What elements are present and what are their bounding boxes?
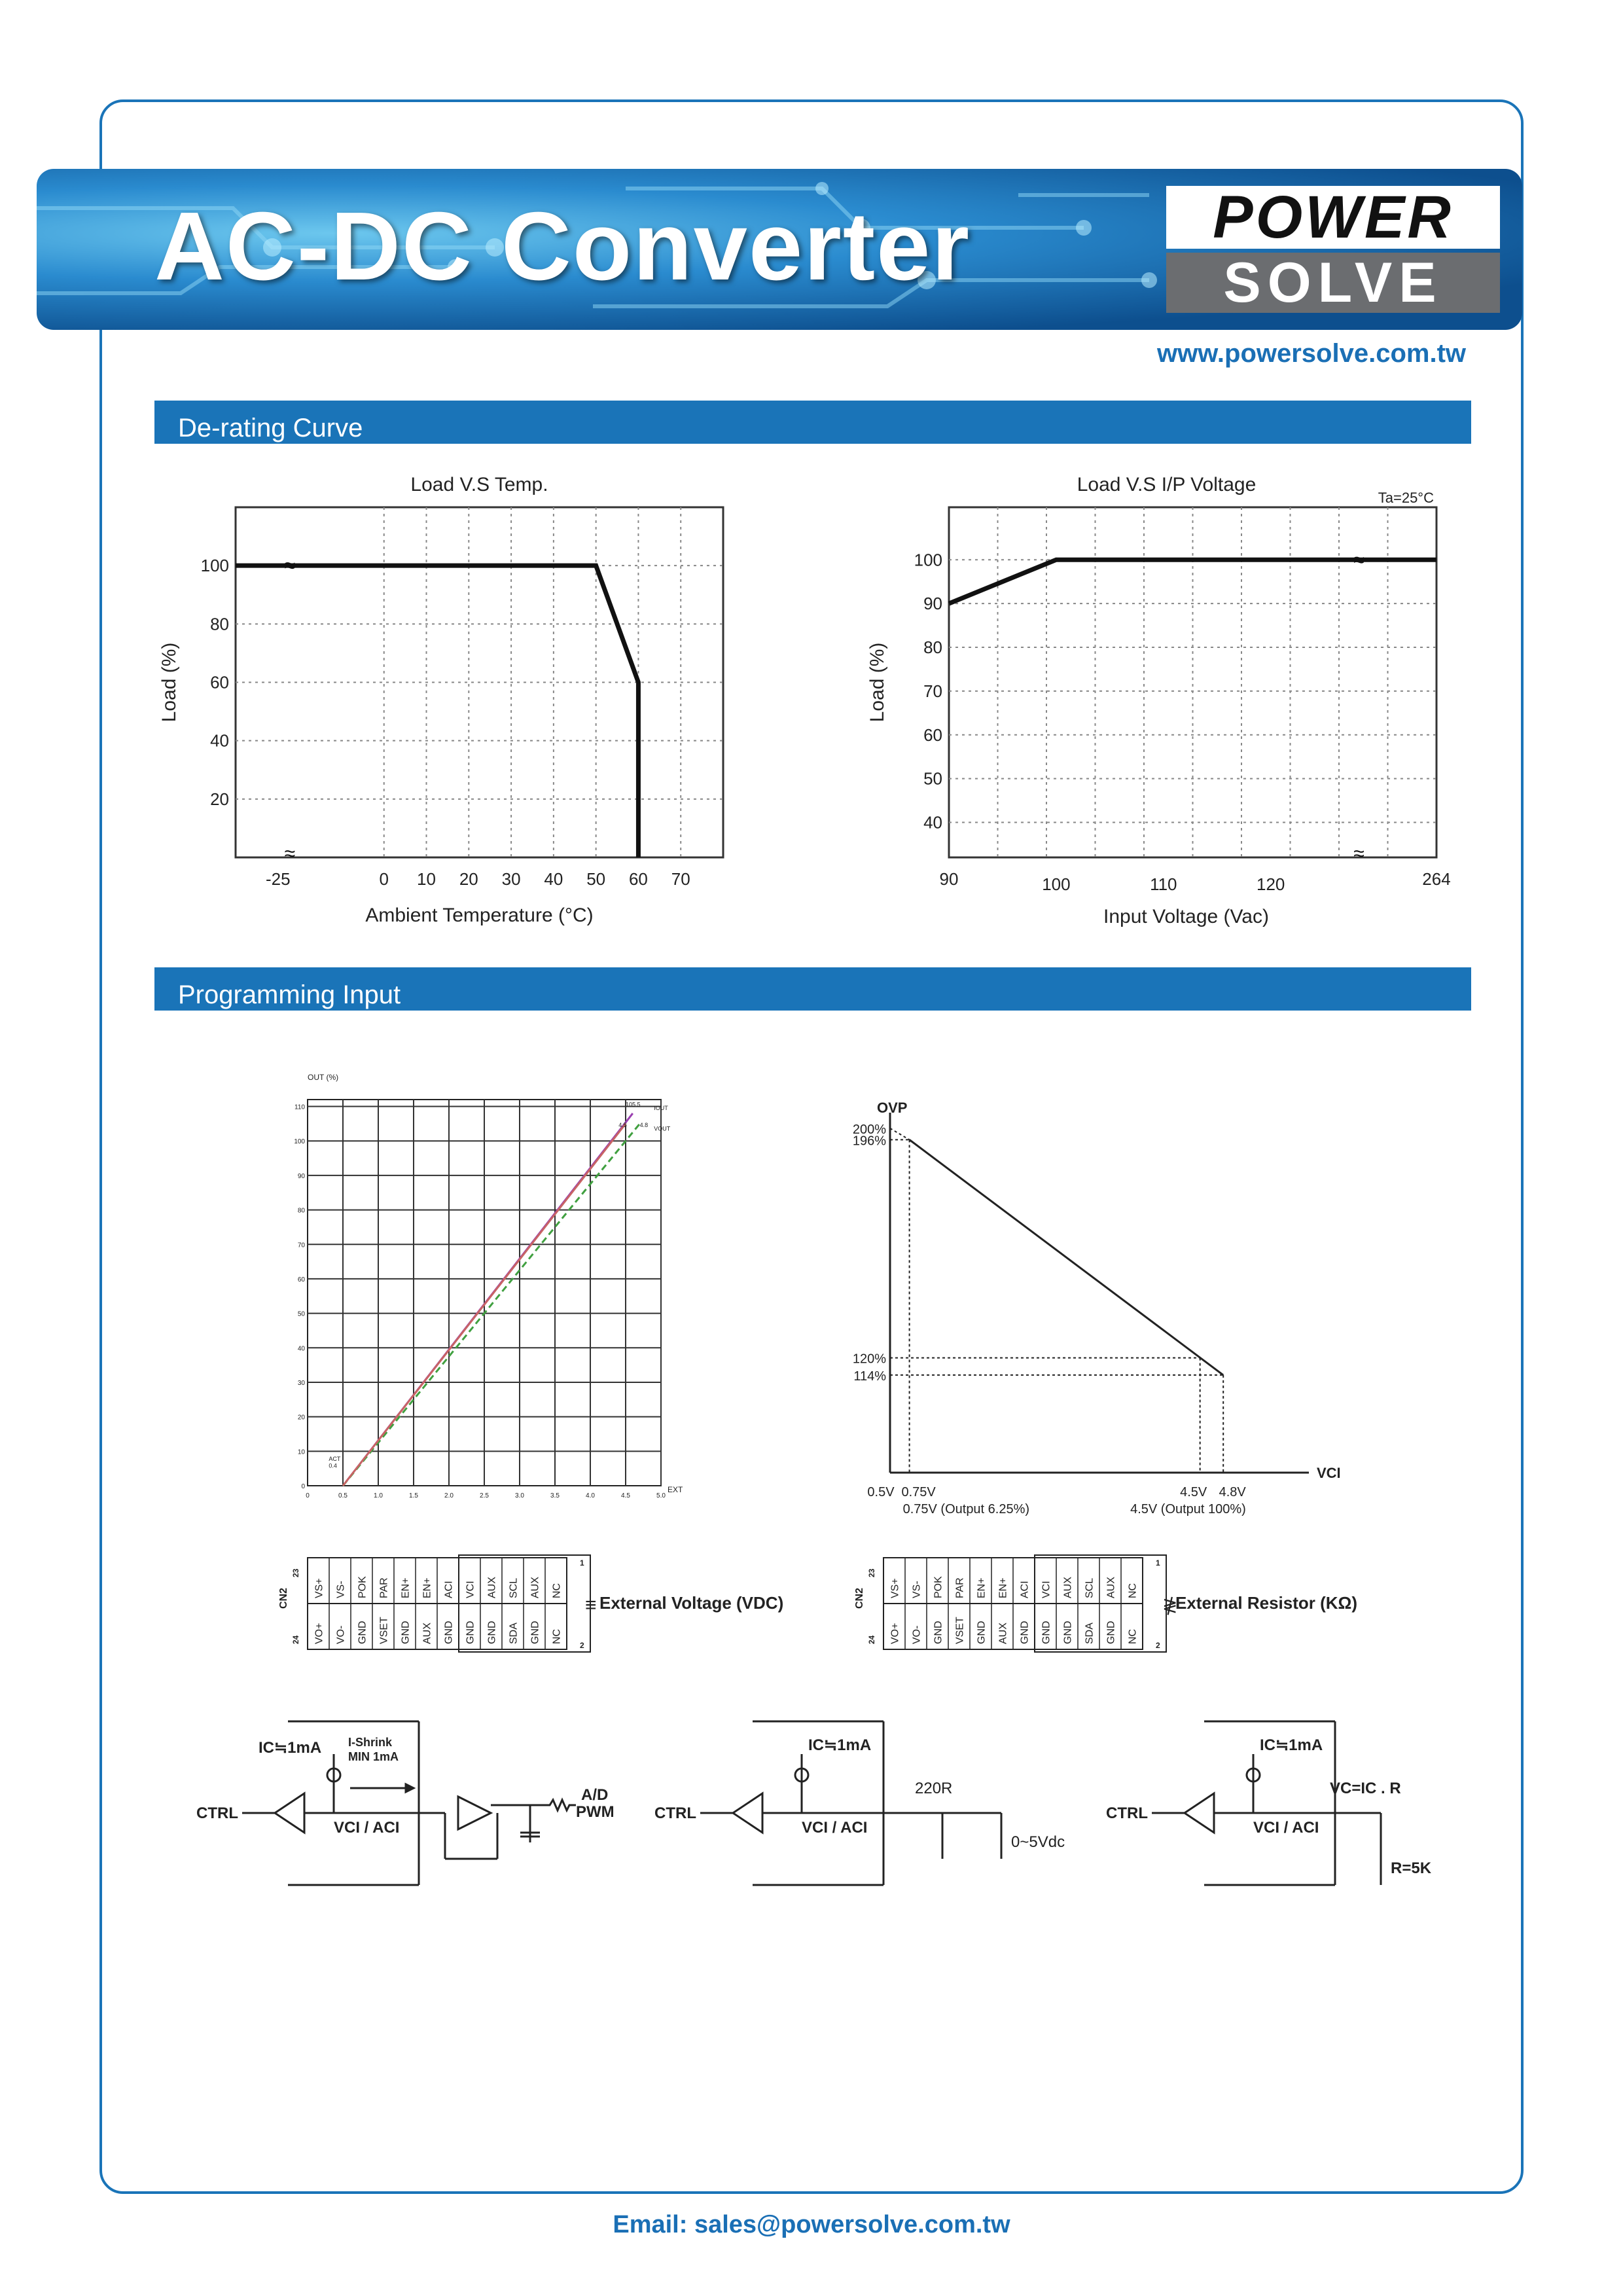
axis-break-symbol: ≈: [1353, 843, 1364, 865]
node-label: VCI / ACI: [1253, 1819, 1319, 1837]
pin-label-bottom: SDA: [508, 1623, 520, 1644]
pin-number: 1: [580, 1558, 584, 1568]
pin-label-bottom: GND: [976, 1621, 988, 1644]
y-tick-label: 40: [923, 812, 942, 833]
y-tick-label: 60: [210, 672, 229, 692]
pin-label-bottom: GND: [933, 1621, 944, 1644]
pin-label-top: PAR: [954, 1577, 966, 1598]
y-tick-label: 100: [914, 550, 942, 570]
x-axis-label: Ambient Temperature (°C): [365, 905, 594, 926]
pin-label-top: EN+: [400, 1577, 412, 1598]
resistor-symbol: ≹: [1162, 1595, 1178, 1615]
pin-label-bottom: GND: [1062, 1621, 1074, 1644]
axis-break-symbol: ≈: [284, 843, 296, 865]
ctrl-label: CTRL: [196, 1804, 238, 1822]
pin-label-top: NC: [1127, 1583, 1139, 1598]
pin-label-top: SCL: [1084, 1577, 1096, 1598]
pin-label-top: AUX: [486, 1577, 498, 1598]
powersolve-logo: [1166, 186, 1500, 313]
x-tick-label: 2.5: [480, 1492, 489, 1499]
x-tick-label: 10: [417, 869, 436, 889]
y-tick-label: 50: [297, 1310, 305, 1318]
ctrl-label: CTRL: [654, 1804, 696, 1822]
y-tick-label: 40: [297, 1345, 305, 1353]
pin-number: 24: [291, 1635, 300, 1644]
formula-label: VC=IC . R: [1330, 1780, 1401, 1797]
ovp-line: [910, 1139, 1224, 1375]
y-tick-label: 20: [210, 789, 229, 809]
x-tick-label: 120: [1257, 874, 1285, 894]
node-label: VCI / ACI: [802, 1819, 868, 1837]
pin-label-bottom: GND: [357, 1621, 368, 1644]
y-tick-label: 20: [297, 1414, 305, 1422]
pin-label-top: VCI: [465, 1581, 476, 1598]
resistor-label: 220R: [915, 1780, 953, 1797]
x-tick-label: 50: [586, 869, 606, 889]
pin-number: 2: [580, 1641, 584, 1650]
x-tick-label: 60: [628, 869, 648, 889]
y-tick-label: 100: [200, 556, 229, 576]
pin-label-top: NC: [551, 1583, 563, 1598]
pin-label-top: AUX: [1105, 1577, 1117, 1598]
annotation: IOUT: [654, 1104, 668, 1111]
pin-number: 1: [1156, 1558, 1160, 1568]
x-tick-label: 0: [379, 869, 389, 889]
y-tick-label: 100: [294, 1138, 305, 1146]
y-tick-label: 0: [301, 1483, 305, 1490]
pin-label-top: EN+: [997, 1577, 1009, 1598]
website-link[interactable]: www.powersolve.com.tw: [1157, 339, 1466, 368]
pin-label-bottom: GND: [1019, 1621, 1031, 1644]
chart-title: Load V.S I/P Voltage: [1077, 474, 1257, 495]
x-tick-label: 30: [501, 869, 521, 889]
x-tick-label: 4.8V: [1219, 1485, 1246, 1499]
ctrl-label: CTRL: [1106, 1804, 1148, 1822]
x-tick-label: 0.75V: [901, 1485, 936, 1499]
vci-label: VCI: [1317, 1465, 1341, 1481]
pin-label-bottom: VO+: [889, 1623, 901, 1644]
pin-number: 23: [867, 1568, 876, 1577]
y-tick-label: 30: [297, 1379, 305, 1387]
circuit-resistor: [1099, 1702, 1571, 1911]
ovp-title: OVP: [877, 1100, 908, 1116]
pin-number: 24: [867, 1635, 876, 1644]
programming-output-chart: [281, 1060, 726, 1505]
min-label: MIN 1mA: [348, 1750, 399, 1763]
footer-email[interactable]: Email: sales@powersolve.com.tw: [613, 2211, 1010, 2238]
pin-label-top: AUX: [1062, 1577, 1074, 1598]
pin-label-bottom: GND: [465, 1621, 476, 1644]
circuit-ad-pwm: [183, 1702, 654, 1911]
ic-label: IC≒1mA: [808, 1736, 872, 1754]
pin-label-bottom: GND: [486, 1621, 498, 1644]
annotation: ACT: [329, 1455, 341, 1462]
temperature-annotation: Ta=25°C: [1378, 490, 1434, 506]
source-symbol: ≡: [585, 1594, 597, 1616]
pin-label-bottom: NC: [1127, 1628, 1139, 1644]
x-tick-label: 0: [306, 1492, 310, 1499]
y-tick-label: 110: [294, 1103, 305, 1111]
shrink-label: I-Shrink: [348, 1736, 393, 1749]
x-tick-label: 0.5: [338, 1492, 348, 1499]
x-tick-label: -25: [265, 869, 291, 889]
x-note: 4.5V (Output 100%): [1130, 1502, 1246, 1516]
x-tick-label: 2.0: [444, 1492, 454, 1499]
x-tick-label: 264: [1422, 869, 1451, 889]
ic-label: IC≒1mA: [1260, 1736, 1323, 1754]
x-axis-label: Input Voltage (Vac): [1103, 906, 1269, 927]
pin-label-top: ACI: [443, 1581, 455, 1598]
connector-caption: External Voltage (VDC): [599, 1593, 784, 1613]
y-tick-label: 200%: [852, 1122, 886, 1137]
pin-label-bottom: AUX: [421, 1623, 433, 1644]
y-tick-label: 120%: [852, 1352, 886, 1367]
y-tick-label: 80: [923, 637, 942, 657]
connector-label: CN2: [854, 1587, 865, 1609]
x-tick-label: 5.0: [656, 1492, 666, 1499]
x-tick-label: 4.5V: [1180, 1485, 1207, 1499]
annotation: 4.5: [618, 1122, 627, 1129]
derating-curve-temp: [236, 565, 638, 857]
pin-label-top: SCL: [508, 1577, 520, 1598]
annotation: VOUT: [654, 1125, 671, 1132]
y-tick-label: 60: [923, 725, 942, 745]
y-axis-label: Load (%): [866, 642, 888, 723]
y-tick-label: 70: [297, 1242, 305, 1249]
logo-solve: SOLVE: [1166, 253, 1500, 313]
axis-break-symbol: ≈: [1353, 549, 1364, 571]
x-tick-label: 1.5: [409, 1492, 418, 1499]
load-vs-temp-chart: [157, 458, 746, 929]
y-tick-label: 196%: [852, 1134, 886, 1149]
y-tick-label: 40: [210, 730, 229, 751]
pin-label-top: POK: [357, 1576, 368, 1598]
connector-caption: External Resistor (KΩ): [1175, 1593, 1358, 1613]
pin-label-top: VS-: [335, 1581, 347, 1598]
y-tick-label: 80: [210, 614, 229, 634]
x-axis-title: EXT: [668, 1485, 683, 1494]
pin-label-top: POK: [933, 1576, 944, 1598]
y-tick-label: 10: [297, 1448, 305, 1456]
pwm-label: PWM: [576, 1803, 615, 1821]
pin-label-bottom: VSET: [378, 1617, 390, 1644]
annotation: 4.8: [639, 1122, 649, 1129]
pin-label-bottom: GND: [1105, 1621, 1117, 1644]
section-derating: De-rating Curve: [154, 401, 1471, 444]
y-tick-label: 60: [297, 1276, 305, 1283]
pin-label-top: EN+: [976, 1577, 988, 1598]
series-line-iout: [343, 1124, 640, 1486]
y-tick-label: 114%: [853, 1369, 886, 1384]
pin-label-top: VS+: [889, 1578, 901, 1598]
x-tick-label: 0.5V: [867, 1485, 895, 1499]
x-tick-label: 3.0: [515, 1492, 524, 1499]
x-tick-label: 110: [1150, 874, 1177, 894]
ic-label: IC≒1mA: [259, 1739, 322, 1757]
x-tick-label: 70: [671, 869, 690, 889]
x-tick-label: 100: [1042, 874, 1071, 894]
header-banner: [37, 169, 1522, 330]
logo-power: POWER: [1166, 186, 1500, 249]
pin-label-bottom: VSET: [954, 1617, 966, 1644]
axis-break-symbol: ≈: [284, 555, 296, 577]
y-tick-label: 90: [923, 594, 942, 614]
source-label: 0~5Vdc: [1011, 1833, 1065, 1851]
pin-label-bottom: AUX: [997, 1623, 1009, 1644]
resistor-label: R=5K: [1391, 1859, 1432, 1877]
node-label: VCI / ACI: [334, 1819, 400, 1837]
pin-label-bottom: GND: [443, 1621, 455, 1644]
ovp-chart: [851, 1073, 1348, 1532]
pin-label-bottom: GND: [1041, 1621, 1052, 1644]
y-axis-title: OUT (%): [308, 1073, 339, 1082]
y-tick-label: 90: [297, 1172, 305, 1180]
y-tick-label: 50: [923, 768, 942, 789]
x-tick-label: 90: [939, 869, 959, 889]
ad-label: A/D: [581, 1786, 609, 1804]
connector-external-resistor: [851, 1545, 1440, 1676]
document-title: AC-DC Converter: [154, 192, 971, 300]
connector-external-voltage: [275, 1545, 864, 1676]
y-tick-label: 70: [923, 681, 942, 701]
x-tick-label: 4.0: [586, 1492, 595, 1499]
x-tick-label: 20: [459, 869, 478, 889]
pin-label-top: PAR: [378, 1577, 390, 1598]
x-tick-label: 3.5: [550, 1492, 560, 1499]
pin-label-bottom: VO+: [313, 1623, 325, 1644]
section-programming: Programming Input: [154, 967, 1471, 1011]
load-vs-input-voltage-chart: [857, 458, 1472, 929]
pin-label-top: AUX: [529, 1577, 541, 1598]
pin-label-top: VS-: [911, 1581, 923, 1598]
annotation: 0.4: [329, 1462, 337, 1469]
pin-label-bottom: VO-: [335, 1625, 347, 1644]
guide-line: [890, 1128, 910, 1140]
circuit-voltage-source: [648, 1702, 1119, 1911]
pin-label-top: VCI: [1041, 1581, 1052, 1598]
pin-label-bottom: NC: [551, 1628, 563, 1644]
annotation: 105.5: [626, 1101, 641, 1108]
x-note: 0.75V (Output 6.25%): [902, 1502, 1030, 1516]
x-tick-label: 40: [544, 869, 563, 889]
pin-label-top: ACI: [1019, 1581, 1031, 1598]
chart-title: Load V.S Temp.: [410, 474, 548, 495]
pin-label-top: VS+: [313, 1578, 325, 1598]
pin-number: 23: [291, 1568, 300, 1577]
pin-label-bottom: VO-: [911, 1625, 923, 1644]
pin-label-bottom: SDA: [1084, 1623, 1096, 1644]
y-axis-label: Load (%): [158, 642, 180, 723]
x-tick-label: 4.5: [621, 1492, 630, 1499]
pin-label-bottom: GND: [529, 1621, 541, 1644]
pin-number: 2: [1156, 1641, 1160, 1650]
connector-label: CN2: [278, 1587, 289, 1609]
pin-label-top: EN+: [421, 1577, 433, 1598]
x-tick-label: 1.0: [374, 1492, 383, 1499]
pin-label-bottom: GND: [400, 1621, 412, 1644]
y-tick-label: 80: [297, 1207, 305, 1215]
